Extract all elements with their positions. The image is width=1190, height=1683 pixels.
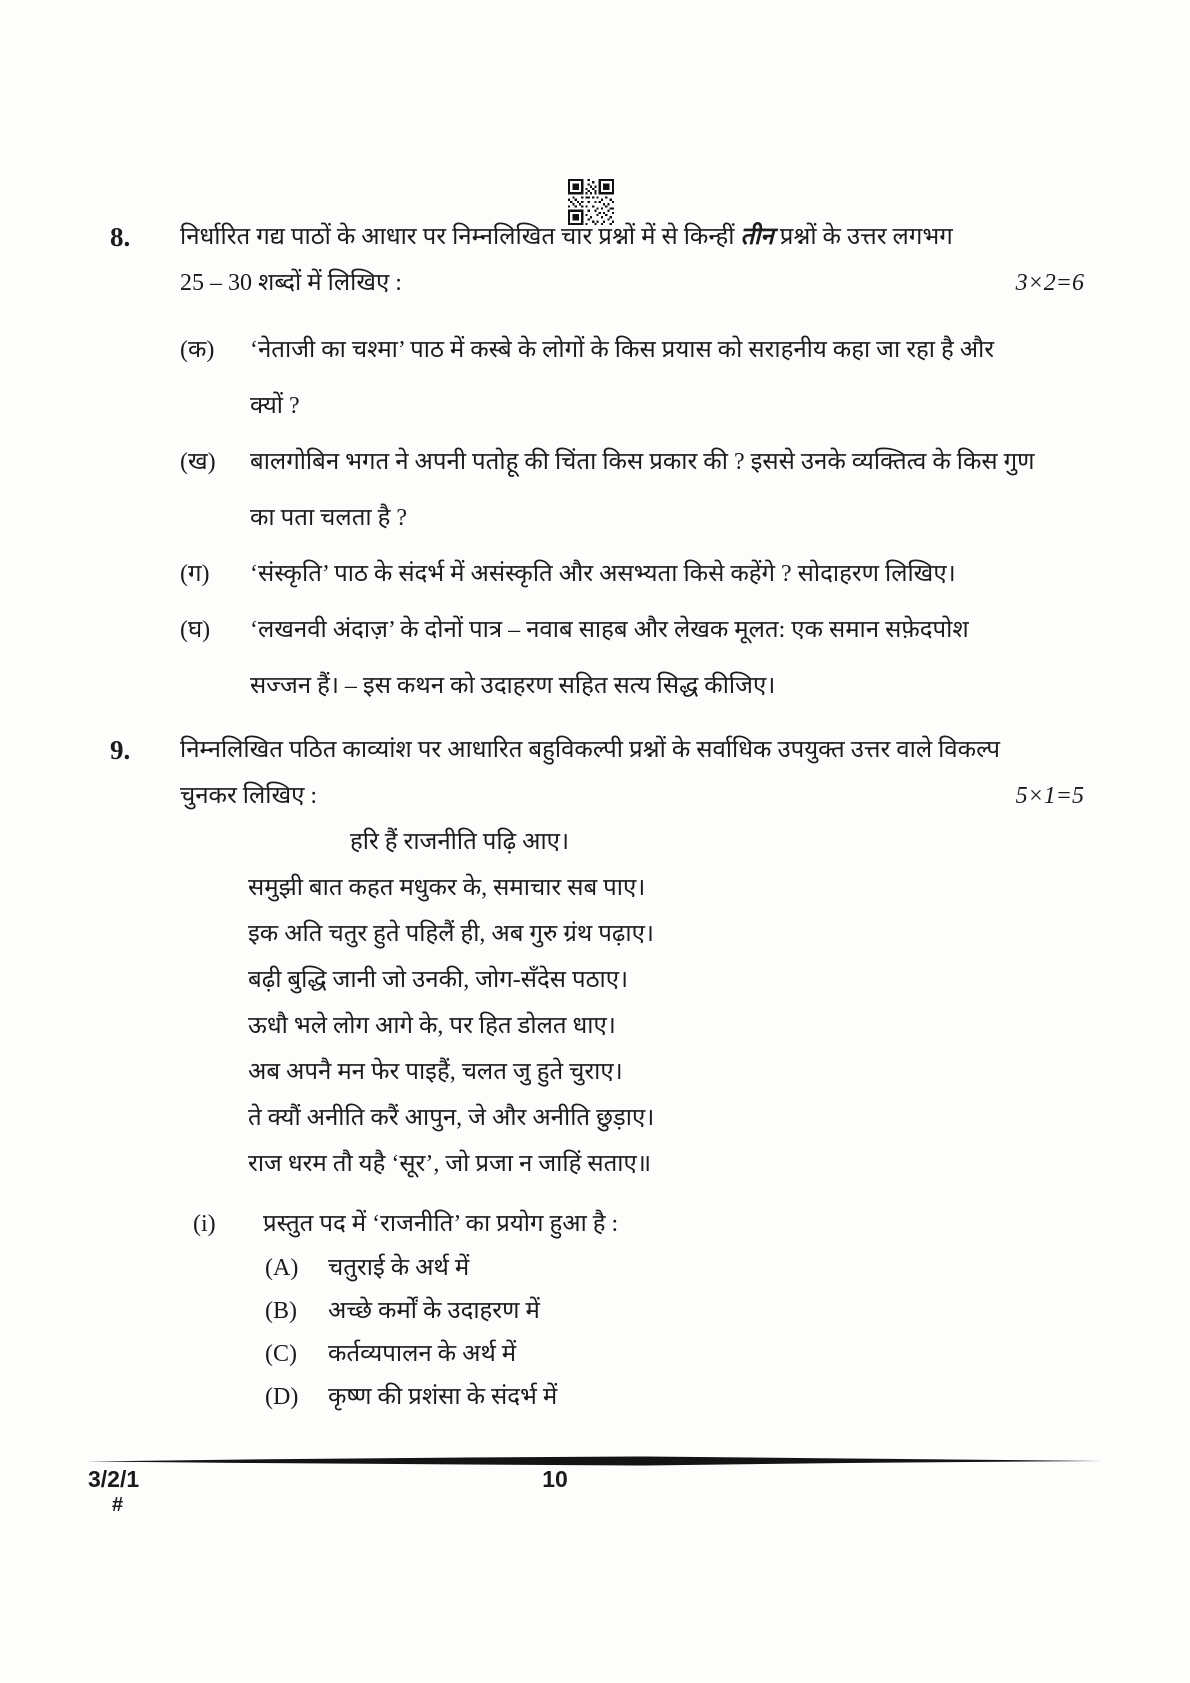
question-8-intro-prefix: निर्धारित गद्य पाठों के आधार पर निम्नलिखित चार प्रश्नों में से किन्हीं	[180, 224, 741, 250]
poem-line: बढ़ी बुद्धि जानी जो उनकी, जोग-सँदेस पठाए।	[248, 967, 629, 993]
subquestion-gha-label: (घ)	[180, 617, 211, 643]
subquestion-gha	[180, 602, 1084, 714]
hash-mark: #	[112, 1494, 124, 1516]
poem-line: ऊधौ भले लोग आगे के, पर हित डोलत धाए।	[248, 1013, 616, 1039]
option-d-text: कृष्ण की प्रशंसा के संदर्भ में	[328, 1384, 558, 1410]
question-9-marks: 5×1=5	[1015, 783, 1084, 809]
poem-line: समुझी बात कहत मधुकर के, समाचार सब पाए।	[248, 875, 646, 901]
poem-line: राज धरम तौ यहै ‘सूर’, जो प्रजा न जाहिं सताए॥	[248, 1151, 652, 1177]
option-a-text: चतुराई के अर्थ में	[328, 1255, 470, 1281]
question-8-marks: 3×2=6	[1015, 270, 1084, 296]
question-9-intro-line2: चुनकर लिखिए :	[180, 783, 318, 809]
subquestion-ka	[180, 322, 1084, 434]
subquestion-ga-text-line1: ‘संस्कृति’ पाठ के संदर्भ में असंस्कृति और असभ्यता किसे कहेंगे ? सोदाहरण लिखिए।	[250, 561, 956, 587]
option-d-label: (D)	[265, 1384, 299, 1410]
subquestion-ga-label: (ग)	[180, 561, 210, 587]
option-d	[265, 1376, 1084, 1419]
subquestion-ka-label: (क)	[180, 337, 215, 363]
mcq-i-question: प्रस्तुत पद में ‘राजनीति’ का प्रयोग हुआ है :	[263, 1211, 619, 1237]
mcq-i	[180, 1201, 1084, 1419]
question-8-intro-suffix: प्रश्नों के उत्तर लगभग	[773, 224, 953, 250]
option-b-label: (B)	[265, 1298, 297, 1324]
subquestion-kha-text-line1: बालगोबिन भगत ने अपनी पतोहू की चिंता किस प्रकार की ? इससे उनके व्यक्तित्व के किस गुण	[250, 449, 1035, 475]
poem-line: अब अपनै मन फेर पाइहैं, चलत जु हुते चुराए।	[248, 1059, 623, 1085]
subquestion-ka-text-line1: ‘नेताजी का चश्मा’ पाठ में कस्बे के लोगों के किस प्रयास को सराहनीय कहा जा रहा है और	[250, 337, 995, 363]
paper-code: 3/2/1	[88, 1466, 140, 1492]
question-8-intro-line2: 25 – 30 शब्दों में लिखिए :	[180, 270, 402, 296]
option-c-text: कर्तव्यपालन के अर्थ में	[328, 1341, 517, 1367]
poem-extract	[180, 819, 1084, 1187]
option-a	[265, 1247, 1084, 1290]
question-8-subquestions	[180, 322, 1084, 714]
subquestion-kha-label: (ख)	[180, 449, 216, 475]
question-9	[110, 727, 1084, 1419]
mcq-i-label: (i)	[193, 1211, 216, 1237]
question-9-number: 9.	[110, 735, 131, 765]
subquestion-ka-text-line2: क्यों ?	[250, 393, 300, 419]
subquestion-gha-text-line2: सज्जन हैं। – इस कथन को उदाहरण सहित सत्य सिद्ध कीजिए।	[250, 673, 776, 699]
question-9-intro-line1: निम्नलिखित पठित काव्यांश पर आधारित बहुविकल्पी प्रश्नों के सर्वाधिक उपयुक्त उत्तर वाले विकल्प	[180, 737, 1001, 763]
option-b	[265, 1290, 1084, 1333]
mcq-i-options	[265, 1247, 1084, 1419]
question-8-intro-bold-word: तीन	[740, 224, 774, 250]
option-c-label: (C)	[265, 1341, 297, 1367]
poem-line: हरि हैं राजनीति पढ़ि आए।	[350, 829, 570, 855]
subquestion-gha-text-line1: ‘लखनवी अंदाज़’ के दोनों पात्र – नवाब साहब और लेखक मूलत: एक समान सफ़ेदपोश	[250, 617, 969, 643]
option-a-label: (A)	[265, 1255, 299, 1281]
subquestion-ga	[180, 546, 1084, 602]
option-b-text: अच्छे कर्मों के उदाहरण में	[328, 1298, 540, 1324]
option-c	[265, 1333, 1084, 1376]
question-8	[110, 214, 1084, 714]
poem-line: ते क्यौं अनीति करैं आपुन, जे और अनीति छुड़ाए।	[248, 1105, 655, 1131]
question-8-number: 8.	[110, 222, 131, 252]
subquestion-kha-text-line2: का पता चलता है ?	[250, 505, 407, 531]
poem-line: इक अति चतुर हुते पहिलैं ही, अब गुरु ग्रंथ पढ़ाए।	[248, 921, 654, 947]
page-number: 10	[542, 1466, 568, 1492]
subquestion-kha	[180, 434, 1084, 546]
question-8-intro-line1	[180, 214, 1084, 260]
